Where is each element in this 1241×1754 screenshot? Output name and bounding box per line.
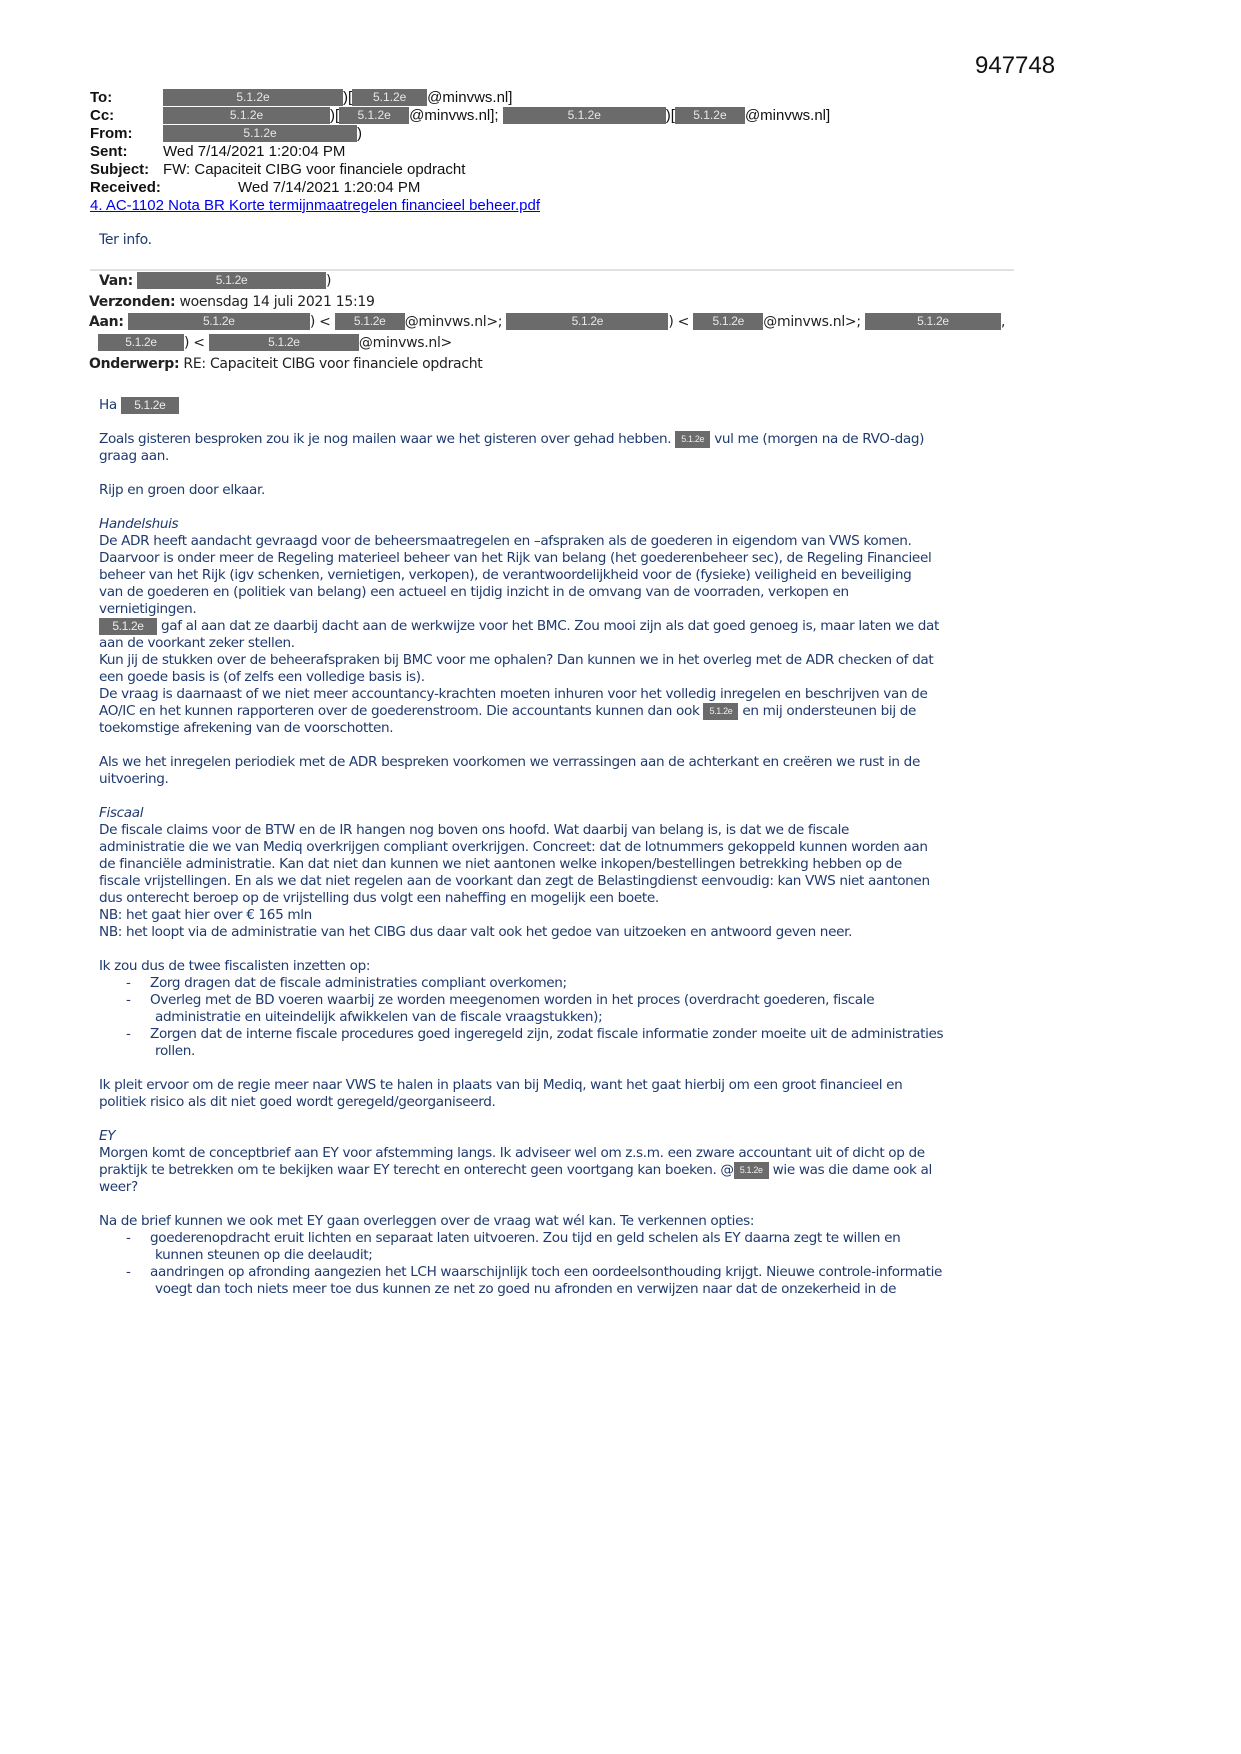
van-label: Van: <box>99 273 133 289</box>
redaction: 5.1.2e <box>675 107 745 124</box>
redaction: 5.1.2e <box>503 107 666 124</box>
body-text: vernietigingen. <box>99 601 197 617</box>
verzonden-row <box>89 293 375 312</box>
blank-line <box>99 499 1029 516</box>
body-text: politiek risico als dit niet goed wordt geregeld/georganiseerd. <box>99 1094 496 1110</box>
body-text: rollen. <box>155 1043 196 1059</box>
divider <box>90 269 1014 271</box>
body-text: wie was die dame ook al <box>768 1162 932 1178</box>
bracket: )[ <box>330 107 340 124</box>
blank-line <box>99 1060 1029 1077</box>
body-line <box>99 618 1029 635</box>
body-text: van de goederen en (politiek van belang) een actueel en tijdig inzicht in de omvang van de voorraden, verkopen en <box>99 584 849 600</box>
email-domain: @minvws.nl> <box>358 335 452 351</box>
body-text: een goede basis is (of zelfs een volledige basis is). <box>99 669 425 685</box>
body-text: voegt dan toch niets meer toe dus kunnen ze net zo goed nu afronden en verwijzen naar dat de onzekerheid in de <box>155 1281 897 1297</box>
bullet-dash: - <box>126 992 131 1008</box>
redaction: 5.1.2e <box>163 107 330 124</box>
redaction: 5.1.2e <box>121 397 179 414</box>
received-row <box>90 179 420 197</box>
redaction: 5.1.2e <box>163 125 357 142</box>
paren: ) <box>326 273 332 289</box>
body-line <box>99 1179 1029 1196</box>
body-line <box>99 601 1029 618</box>
body-text: kunnen steunen op die deelaudit; <box>155 1247 373 1263</box>
body-text: EY <box>99 1128 116 1144</box>
verzonden-value: woensdag 14 juli 2021 15:19 <box>179 294 375 310</box>
aan-row <box>89 313 1005 332</box>
email-domain: @minvws.nl>; <box>404 314 503 330</box>
body-text: Fiscaal <box>99 805 144 821</box>
body-line <box>99 397 1029 414</box>
body-text: Als we het inregelen periodiek met de ADR bespreken voorkomen we verrassingen aan de achterkant en creëren we rust in de <box>99 754 920 770</box>
body-text: Zorg dragen dat de fiscale administraties compliant overkomen; <box>150 975 567 991</box>
body-text: Morgen komt de conceptbrief aan EY voor afstemming langs. Ik adviseer wel om z.s.m. een zware accountant uit of dicht op de <box>99 1145 925 1161</box>
blank-line <box>99 1111 1029 1128</box>
sent-row <box>90 143 345 161</box>
blank-line <box>99 941 1029 958</box>
body-line <box>99 1077 1029 1094</box>
van-row <box>99 272 331 291</box>
body-text: praktijk te betrekken om te bekijken waar EY terecht en onterecht geen voortgang kan boeken. @ <box>99 1162 734 1178</box>
redaction-small: 5.1.2e <box>675 431 710 448</box>
body-line <box>99 958 1029 975</box>
cc-label: Cc: <box>90 107 115 124</box>
blank-line <box>99 465 1029 482</box>
body-text: de financiële administratie. Kan dat niet dan kunnen we niet aantonen welke inkopen/bestellingen betrekking hebben op de <box>99 856 902 872</box>
body-line <box>99 703 1029 720</box>
body-text: uitvoering. <box>99 771 169 787</box>
redaction: 5.1.2e <box>128 313 310 330</box>
cc-row <box>90 107 830 125</box>
angle: ) < <box>309 314 331 330</box>
body-text: Na de brief kunnen we ook met EY gaan overleggen over de vraag wat wél kan. Te verkennen opties: <box>99 1213 755 1229</box>
email-domain: @minvws.nl]; <box>409 107 499 124</box>
received-label: Received: <box>90 179 161 196</box>
bullet-dash: - <box>126 1264 131 1280</box>
document-number: 947748 <box>975 52 1056 79</box>
body-text: Ik pleit ervoor om de regie meer naar VWS te halen in plaats van bij Mediq, want het gaat hierbij om een groot financieel en <box>99 1077 903 1093</box>
body-line <box>99 652 1029 669</box>
redaction: 5.1.2e <box>99 618 157 635</box>
forward-note: Ter info. <box>99 232 152 248</box>
body-line <box>99 1281 1029 1298</box>
body-text: De fiscale claims voor de BTW en de IR hangen nog boven ons hoofd. Wat daarbij van belang is, is dat we de fiscale <box>99 822 850 838</box>
body-line <box>99 686 1029 703</box>
sent-label: Sent: <box>90 143 128 160</box>
redaction: 5.1.2e <box>163 89 343 106</box>
blank-line <box>99 737 1029 754</box>
body-line <box>99 1026 1029 1043</box>
body-line <box>99 856 1029 873</box>
redaction: 5.1.2e <box>335 313 405 330</box>
body-line <box>99 584 1029 601</box>
body-line <box>99 550 1029 567</box>
email-domain: @minvws.nl] <box>427 89 513 106</box>
aan-row-continued <box>98 334 452 353</box>
angle: ) < <box>668 314 690 330</box>
redaction: 5.1.2e <box>137 272 326 289</box>
redaction-small: 5.1.2e <box>703 703 738 720</box>
from-row <box>90 125 362 143</box>
body-text: Kun jij de stukken over de beheerafspraken bij BMC voor me ophalen? Dan kunnen we in het overleg met de ADR checken of dat <box>99 652 934 668</box>
body-text: NB: het loopt via de administratie van het CIBG dus daar valt ook het gedoe van uitzoeken en antwoord geven neer. <box>99 924 853 940</box>
bullet-dash: - <box>126 975 131 991</box>
body-line <box>99 771 1029 788</box>
body-text: Daarvoor is onder meer de Regeling materieel beheer van het Rijk van belang (het goederenbeheer sec), de Regeling Financieel <box>99 550 932 566</box>
body-line <box>99 720 1029 737</box>
blank-line <box>99 1196 1029 1213</box>
body-text: aan de voorkant zeker stellen. <box>99 635 295 651</box>
from-label: From: <box>90 125 133 142</box>
to-row <box>90 89 512 107</box>
body-line <box>99 669 1029 686</box>
body-line <box>99 1145 1029 1162</box>
blank-line <box>99 788 1029 805</box>
email-body <box>99 397 1029 1298</box>
email-domain: @minvws.nl] <box>744 107 831 124</box>
body-line <box>99 1162 1029 1179</box>
body-text: Zoals gisteren besproken zou ik je nog mailen waar we het gisteren over gehad hebben. <box>99 431 676 447</box>
aan-label: Aan: <box>89 314 124 330</box>
body-text: AO/IC en het kunnen rapporteren over de goederenstroom. Die accountants kunnen dan ook <box>99 703 704 719</box>
onderwerp-label: Onderwerp: <box>89 356 180 372</box>
body-text: gaf al aan dat ze daarbij dacht aan de werkwijze voor het BMC. Zou mooi zijn als dat goed genoeg is, maar laten we dat <box>157 618 939 634</box>
body-line <box>99 873 1029 890</box>
body-text: Ik zou dus de twee fiscalisten inzetten op: <box>99 958 371 974</box>
onderwerp-row <box>89 355 483 374</box>
body-text: graag aan. <box>99 448 169 464</box>
verzonden-label: Verzonden: <box>89 294 176 310</box>
body-text: weer? <box>99 1179 138 1195</box>
redaction: 5.1.2e <box>693 313 763 330</box>
body-line <box>99 839 1029 856</box>
body-text: aandringen op afronding aangezien het LCH waarschijnlijk toch een oordeelsonthouding krijgt. Nieuwe controle-informatie <box>150 1264 943 1280</box>
body-text: en mij ondersteunen bij de <box>738 703 917 719</box>
body-text: Ha <box>99 397 121 413</box>
body-line <box>99 1264 1029 1281</box>
body-line <box>99 448 1029 465</box>
body-line <box>99 1128 1029 1145</box>
bullet-dash: - <box>126 1026 131 1042</box>
body-text: toekomstige afrekening van de voorschotten. <box>99 720 394 736</box>
body-text: vul me (morgen na de RVO-dag) <box>710 431 925 447</box>
body-line <box>99 975 1029 992</box>
received-value: Wed 7/14/2021 1:20:04 PM <box>238 179 421 196</box>
body-text: De ADR heeft aandacht gevraagd voor de beheersmaatregelen en –afspraken als de goederen in eigendom van VWS komen. <box>99 533 912 549</box>
body-line <box>99 431 1029 448</box>
body-line <box>99 1230 1029 1247</box>
body-line <box>99 992 1029 1009</box>
body-line <box>99 1247 1029 1264</box>
to-label: To: <box>90 89 113 106</box>
body-line <box>99 567 1029 584</box>
body-line <box>99 533 1029 550</box>
sent-value: Wed 7/14/2021 1:20:04 PM <box>163 143 346 160</box>
bracket: )[ <box>343 89 353 106</box>
onderwerp-value: RE: Capaciteit CIBG voor financiele opdracht <box>183 356 483 372</box>
body-line <box>99 1094 1029 1111</box>
redaction: 5.1.2e <box>506 313 668 330</box>
body-line <box>99 1043 1029 1060</box>
angle: ) < <box>184 335 205 351</box>
body-text: administratie en uiteindelijk afwikkelen van de fiscale vraagstukken); <box>155 1009 603 1025</box>
bullet-dash: - <box>126 1230 131 1246</box>
comma: , <box>1000 314 1006 330</box>
body-text: Zorgen dat de interne fiscale procedures goed ingeregeld zijn, zodat fiscale informatie zonder moeite uit de administraties <box>150 1026 944 1042</box>
redaction: 5.1.2e <box>98 334 184 351</box>
body-line <box>99 822 1029 839</box>
redaction: 5.1.2e <box>339 107 409 124</box>
body-line <box>99 754 1029 771</box>
redaction: 5.1.2e <box>352 89 427 106</box>
body-line <box>99 907 1029 924</box>
body-text: NB: het gaat hier over € 165 mln <box>99 907 312 923</box>
redaction-small: 5.1.2e <box>734 1162 769 1179</box>
body-text: beheer van het Rijk (igv schenken, vernietigen, verkopen), de verantwoordelijkheid voor de (fysieke) veiligheid en beveiliging <box>99 567 912 583</box>
body-line <box>99 1213 1029 1230</box>
body-text: administratie die we van Mediq overkrijgen compliant overkrijgen. Concreet: dat de lotnummers gekoppeld kunnen worden aan <box>99 839 928 855</box>
body-text: De vraag is daarnaast of we niet meer accountancy-krachten moeten inhuren voor het volledig inregelen en beschrijven van de <box>99 686 928 702</box>
body-line <box>99 516 1029 533</box>
body-text: dus onterecht beroep op de vrijstelling dus volgt een naheffing en mogelijk een boete. <box>99 890 659 906</box>
body-line <box>99 805 1029 822</box>
subject-label: Subject: <box>90 161 150 178</box>
body-line <box>99 890 1029 907</box>
subject-value: FW: Capaciteit CIBG voor financiele opdracht <box>163 161 466 178</box>
subject-row <box>90 161 465 179</box>
body-line <box>99 1009 1029 1026</box>
paren: ) <box>357 125 362 142</box>
body-text: goederenopdracht eruit lichten en separaat laten uitvoeren. Zou tijd en geld schelen als EY daarna zegt te willen en <box>150 1230 901 1246</box>
body-text: Handelshuis <box>99 516 179 532</box>
email-domain: @minvws.nl>; <box>763 314 861 330</box>
body-line <box>99 635 1029 652</box>
body-line <box>99 924 1029 941</box>
redaction: 5.1.2e <box>865 313 1001 330</box>
bracket: )[ <box>665 107 675 124</box>
blank-line <box>99 414 1029 431</box>
body-text: Overleg met de BD voeren waarbij ze worden meegenomen worden in het proces (overdracht goederen, fiscale <box>150 992 875 1008</box>
body-text: Rijp en groen door elkaar. <box>99 482 265 498</box>
body-text: fiscale vrijstellingen. En als we dat niet regelen aan de voorkant dan zegt de Belastingdienst eenvoudig: kan VWS niet aantonen <box>99 873 930 889</box>
attachment-link[interactable]: 4. AC-1102 Nota BR Korte termijnmaatregelen financieel beheer.pdf <box>90 197 540 214</box>
body-line <box>99 482 1029 499</box>
redaction: 5.1.2e <box>209 334 359 351</box>
